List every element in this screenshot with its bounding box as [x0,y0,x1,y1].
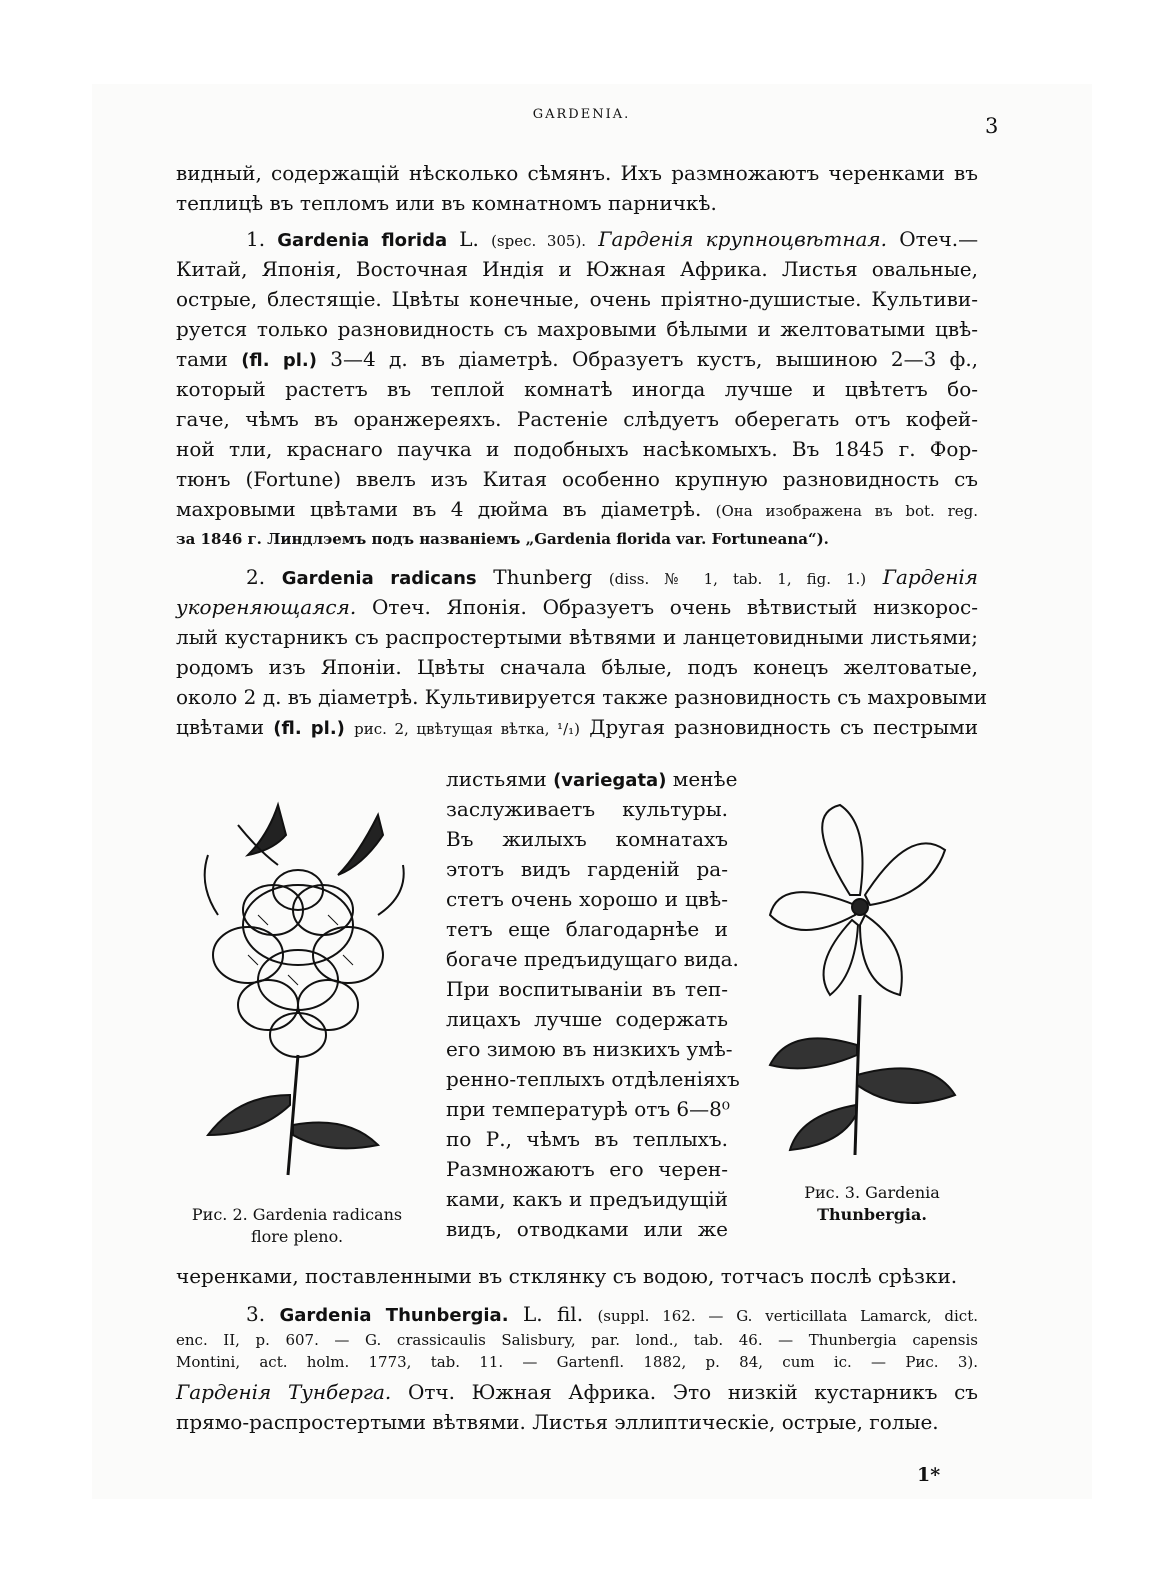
text-line: лицахъ лучше содержать [446,1007,728,1031]
species-name: Gardenia radicans [281,568,477,589]
text-line: гаче, чѣмъ въ оранжереяхъ. Растеніе слѣдуетъ оберегать отъ кофей- [176,407,978,431]
text-line: Въ жилыхъ комнатахъ [446,827,728,851]
text-line: по Р., чѣмъ въ теплыхъ. [446,1127,728,1151]
species-name: Gardenia florida [277,230,448,251]
text-line: ренно-теплыхъ отдѣленіяхъ [446,1067,740,1091]
text-line: его зимою въ низкихъ умѣ- [446,1037,733,1061]
text-line: черенками, поставленными въ стклянку съ водою, тотчасъ послѣ срѣзки. [176,1264,958,1288]
text-line: при температурѣ отъ 6—8⁰ [446,1097,730,1121]
gardenia-thunbergia-illustration [760,795,960,1160]
main-text-bottom [176,1261,978,1437]
text-line: лый кустарникъ съ распростертыми вѣтвями и ланцетовидными листьями; [176,625,978,649]
text-line: махровыми цвѣтами въ 4 дюйма въ діаметрѣ. (Она изображена въ bot. reg. [176,497,978,521]
text-line: за 1846 г. Линдлэемъ подъ названіемъ „Gardenia florida var. Fortuneana“). [176,530,829,548]
text-line: цвѣтами (fl. pl.) рис. 2, цвѣтущая вѣтка, ¹/₁) Другая разновидность съ пестрыми [176,715,979,739]
text-line: тами (fl. pl.) 3—4 д. въ діаметрѣ. Образуетъ кустъ, вышиною 2—3 ф., [176,347,979,371]
text-line: Montini, act. holm. 1773, tab. 11. — Gartenfl. 1882, p. 84, cum ic. — Рис. 3). [176,1353,978,1371]
text-line: ной тли, краснаго паучка и подобныхъ насѣкомыхъ. Въ 1845 г. Фор- [176,437,978,461]
figure-3-caption: Рис. 3. Gardenia Thunbergia. [804,1183,940,1224]
text-line: При воспитываніи въ теп- [446,977,728,1001]
text-line: Гарденія Тунберга. Отч. Южная Африка. Это низкій кустарникъ съ [176,1380,979,1404]
species-name: Gardenia Thunbergia. [279,1305,509,1326]
text-line: укореняющаяся. Отеч. Японія. Образуетъ очень вѣтвистый низкорос- [176,595,978,619]
text-line: стетъ очень хорошо и цвѣ- [446,887,728,911]
middle-text-column [446,764,740,1244]
text-line: тюнъ (Fortune) ввелъ изъ Китая особенно крупную разновидность съ [176,467,978,491]
russian-name: Гарденія [882,565,979,589]
russian-name: Гарденія крупноцвѣтная. [598,227,888,251]
text-line: теплицѣ въ тепломъ или въ комнатномъ парничкѣ. [176,191,717,215]
text-line: острые, блестящіе. Цвѣты конечные, очень пріятно-душистые. Культиви- [176,287,978,311]
species-3-heading: 3. Gardenia Thunbergia. L. fil. (suppl. 162. — G. verticillata Lamarck, dict. [246,1302,978,1326]
text-line: прямо-распростертыми вѣтвями. Листья эллиптическіе, острые, голые. [176,1410,939,1434]
species-1-heading: 1. Gardenia florida L. (spec. 305). Гарденія крупноцвѣтная. Отеч.— [246,227,979,251]
page-number: 3 [985,114,999,138]
species-2-heading: 2. Gardenia radicans Thunberg (diss. № 1, tab. 1, fig. 1.) Гарденія [246,565,979,589]
text-line: этотъ видъ гарденій ра- [446,857,728,881]
signature-mark: 1* [917,1464,941,1486]
text-line: листьями (variegata) менѣе [446,767,738,791]
text-line: enc. II, p. 607. — G. crassicaulis Salisbury, par. lond., tab. 46. — Thunbergia capensis [176,1331,978,1349]
text-line: видъ, отводками или же [446,1217,728,1241]
text-line: руется только разновидность съ махровыми бѣлыми и желтоватыми цвѣ- [176,317,978,341]
text-line: заслуживаетъ культуры. [446,797,728,821]
text-line: ками, какъ и предъидущій [446,1187,728,1211]
text-line: видный, содержащій нѣсколько сѣмянъ. Ихъ размножаютъ черенками въ [176,161,978,185]
running-title: GARDENIA. [532,107,631,122]
text-line: около 2 д. въ діаметрѣ. Культивируется также разновидность съ махровыми [176,685,988,709]
figure-2-caption: Рис. 2. Gardenia radicans flore pleno. [191,1205,403,1246]
text-line: Китай, Японія, Восточная Индія и Южная Африка. Листья овальные, [176,257,978,281]
text-line: Размножаютъ его черен- [446,1157,728,1181]
main-text-top [176,158,988,742]
text-line: который растетъ въ теплой комнатѣ иногда лучше и цвѣтетъ бо- [176,377,978,401]
text-line: родомъ изъ Японіи. Цвѣты сначала бѣлые, подъ конецъ желтоватые, [176,655,978,679]
text-line: богаче предъидущаго вида. [446,947,739,971]
gardenia-radicans-illustration [178,795,428,1195]
text-line: тетъ еще благодарнѣе и [446,917,728,941]
